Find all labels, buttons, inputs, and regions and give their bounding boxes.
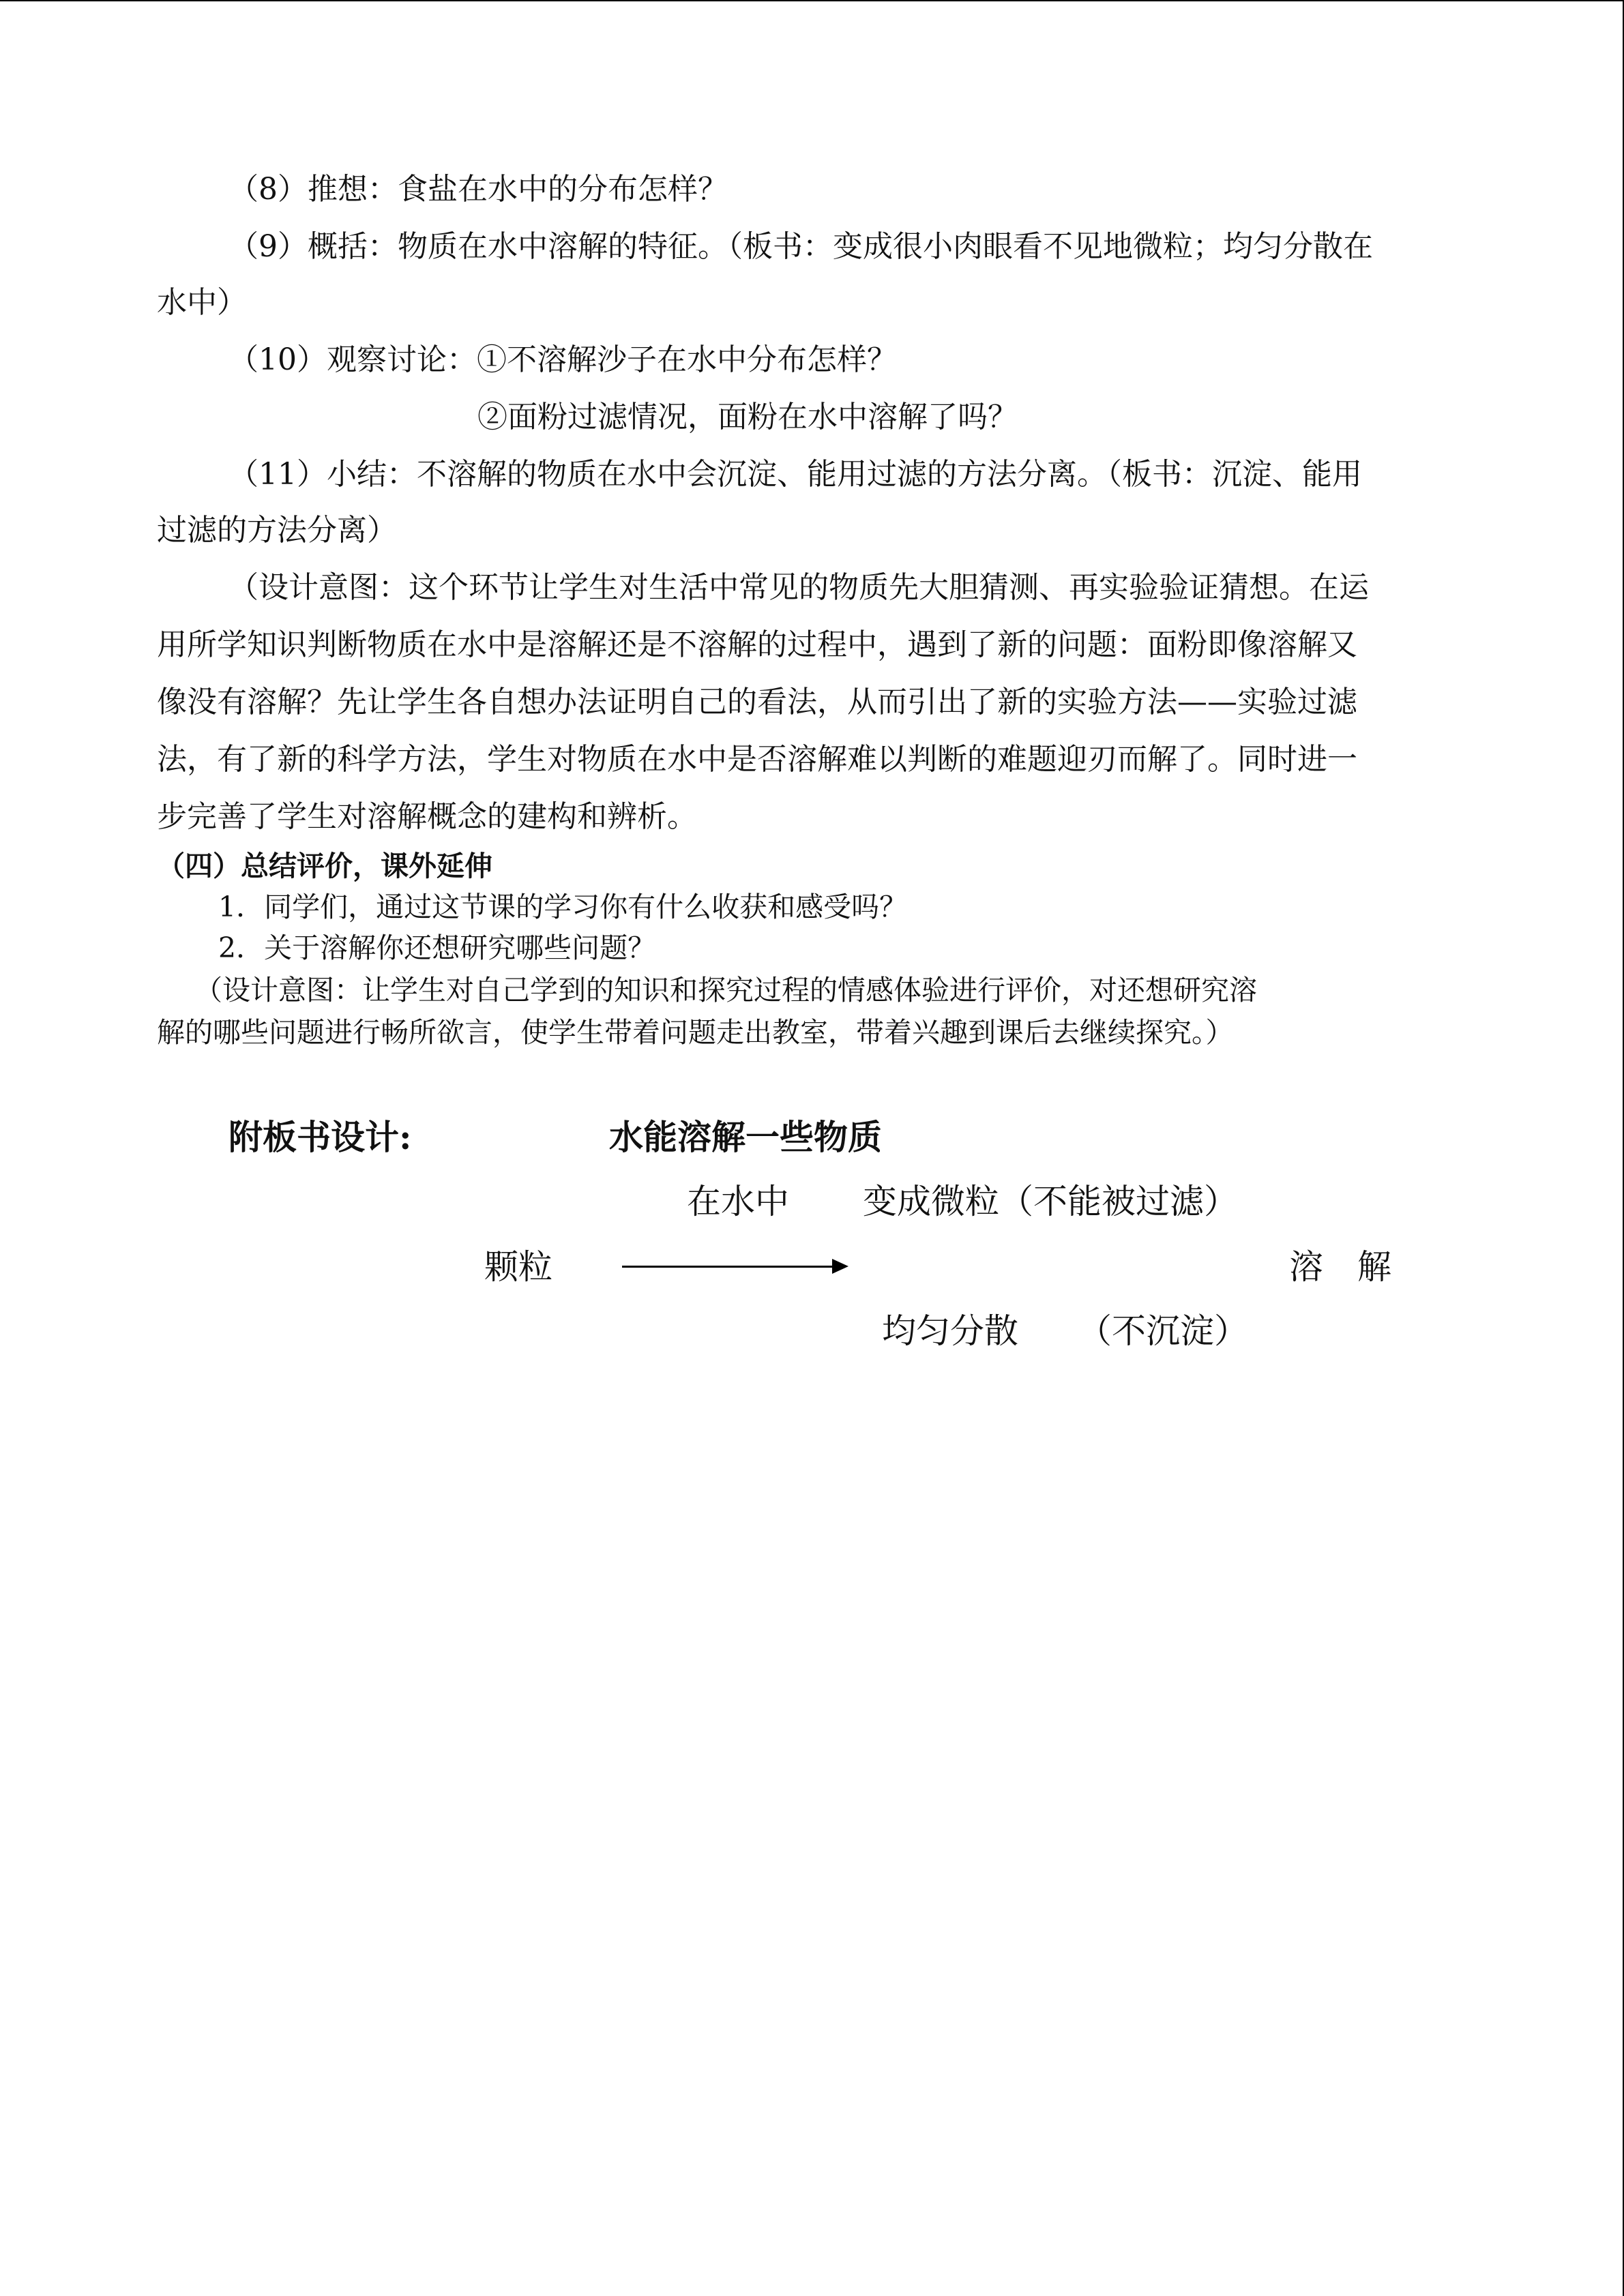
board-arrow-line [622, 1266, 833, 1268]
board-in-water: 在水中 [687, 1182, 789, 1221]
board-particle: 颗粒 [484, 1247, 552, 1287]
board-becomes-particles: 变成微粒（不能被过滤） [863, 1182, 1238, 1221]
design-intent-1: （设计意图：这个环节让学生对生活中常见的物质先大胆猜测、再实验验证猜想。在运 [228, 570, 1369, 605]
arrow-right-icon [832, 1259, 848, 1274]
page-top-border [0, 0, 1623, 1]
design-intent-3: 像没有溶解？先让学生各自想办法证明自己的看法，从而引出了新的实验方法——实验过滤 [157, 685, 1357, 719]
board-uniform: 均匀分散 [882, 1311, 1018, 1351]
board-label: 附板书设计: [228, 1117, 412, 1157]
board-no-sediment: （不沉淀） [1078, 1311, 1248, 1351]
step-11-line: （11）小结：不溶解的物质在水中会沉淀、能用过滤的方法分离。（板书：沉淀、能用 [228, 457, 1362, 492]
board-dissolve: 溶 解 [1289, 1247, 1391, 1287]
question-2: 2．关于溶解你还想研究哪些问题？ [218, 931, 656, 964]
question-1: 1．同学们，通过这节课的学习你有什么收获和感受吗？ [218, 891, 908, 923]
design-intent-6: （设计意图：让学生对自己学到的知识和探究过程的情感体验进行评价，对还想研究溶 [194, 974, 1257, 1007]
step-11-line-cont: 过滤的方法分离） [157, 513, 397, 548]
design-intent-7: 解的哪些问题进行畅所欲言，使学生带着问题走出教室，带着兴趣到课后去继续探究。） [157, 1016, 1234, 1049]
step-10-line: （10）观察讨论：①不溶解沙子在水中分布怎样？ [228, 342, 897, 377]
design-intent-5: 步完善了学生对溶解概念的建构和辨析。 [157, 799, 697, 834]
design-intent-2: 用所学知识判断物质在水中是溶解还是不溶解的过程中，遇到了新的问题：面粉即像溶解又 [157, 627, 1357, 662]
section-4-heading: （四）总结评价，课外延伸 [157, 850, 492, 882]
step-9-line: （9）概括：物质在水中溶解的特征。（板书：变成很小肉眼看不见地微粒；均匀分散在 [228, 229, 1373, 264]
board-title: 水能溶解一些物质 [609, 1117, 882, 1157]
design-intent-4: 法，有了新的科学方法，学生对物质在水中是否溶解难以判断的难题迎刃而解了。同时进一 [157, 742, 1357, 777]
step-8-line: （8）推想：食盐在水中的分布怎样？ [228, 172, 728, 207]
step-10-line-2: ②面粉过滤情况，面粉在水中溶解了吗？ [477, 400, 1018, 434]
step-9-line-cont: 水中） [157, 285, 247, 320]
